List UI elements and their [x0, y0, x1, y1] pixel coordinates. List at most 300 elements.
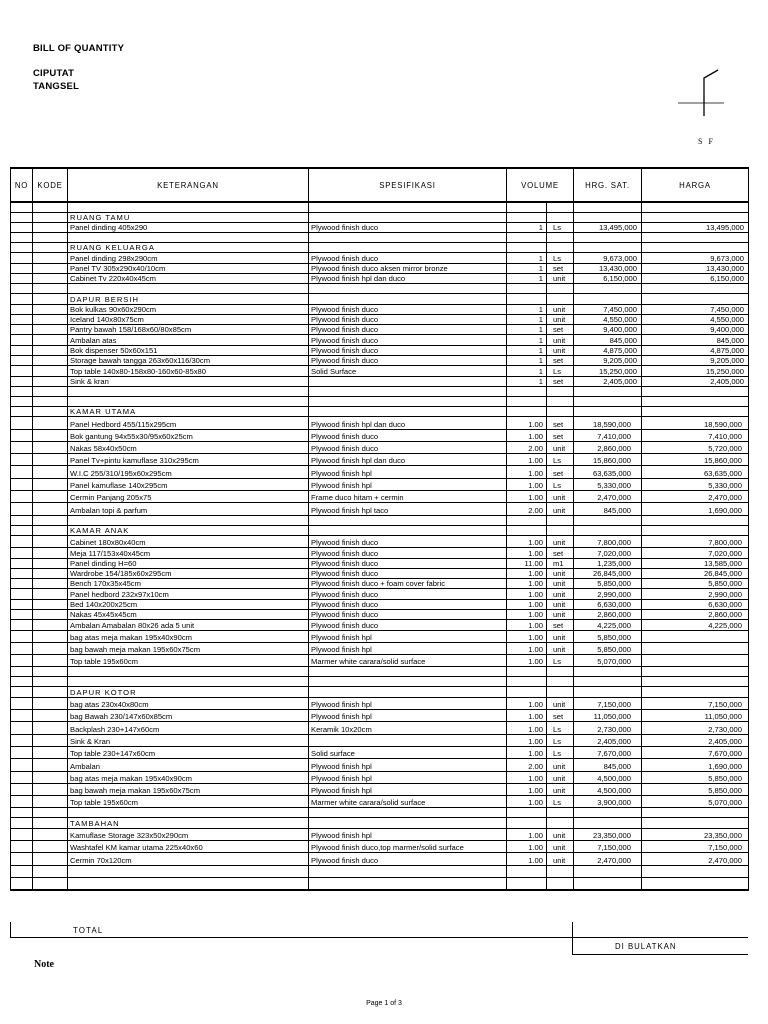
cell-hrg-sat: 845,000 [574, 503, 642, 515]
cell-spesifikasi [309, 734, 507, 746]
cell-keterangan: Wardrobe 154/185x60x295cm [68, 568, 309, 578]
cell-volume: 1.00 [507, 722, 547, 734]
cell-spesifikasi: Marmer white carara/solid surface [309, 796, 507, 808]
cell-volume [507, 406, 547, 416]
cell-hrg-sat: 5,850,000 [574, 642, 642, 654]
cell-unit [547, 667, 574, 677]
cell-harga [642, 677, 749, 687]
cell-hrg-sat: 1,235,000 [574, 558, 642, 568]
cell-spesifikasi [309, 376, 507, 386]
cell-hrg-sat: 11,050,000 [574, 710, 642, 722]
cell-unit: set [547, 466, 574, 478]
col-header-volume: VOLUME [507, 168, 574, 202]
cell-no [11, 304, 33, 314]
cell-unit: set [547, 548, 574, 558]
cell-unit: unit [547, 599, 574, 609]
cell-hrg-sat: 2,990,000 [574, 589, 642, 599]
cell-unit: unit [547, 828, 574, 840]
cell-hrg-sat: 23,350,000 [574, 828, 642, 840]
cell-keterangan: Storage bawah tangga 263x60x116/30cm [68, 356, 309, 366]
cell-spesifikasi: Plywood finish hpl dan duco [309, 454, 507, 466]
cell-volume: 1.00 [507, 620, 547, 630]
cell-kode [33, 515, 68, 525]
cell-kode [33, 642, 68, 654]
cell-unit: unit [547, 503, 574, 515]
cell-volume: 1.00 [507, 734, 547, 746]
cell-no [11, 325, 33, 335]
section-header-row [11, 243, 749, 253]
cell-kode [33, 202, 68, 212]
cell-unit: unit [547, 335, 574, 345]
cell-no [11, 710, 33, 722]
cell-kode [33, 579, 68, 589]
cell-harga [642, 386, 749, 396]
cell-keterangan: bag Bawah 230/147x60x85cm [68, 710, 309, 722]
cell-hrg-sat: 2,405,000 [574, 734, 642, 746]
cell-volume [507, 284, 547, 294]
cell-no [11, 273, 33, 283]
cell-keterangan: Panel Hedbord 455/115x295cm [68, 417, 309, 429]
cell-hrg-sat: 5,070,000 [574, 655, 642, 667]
cell-volume [507, 818, 547, 828]
cell-harga: 2,470,000 [642, 491, 749, 503]
cell-kode [33, 610, 68, 620]
table-row [11, 568, 749, 578]
cell-volume [507, 386, 547, 396]
cell-unit [547, 284, 574, 294]
section-header-row [11, 525, 749, 535]
cell-volume [507, 294, 547, 304]
cell-unit: set [547, 417, 574, 429]
cell-keterangan: Panel dinding 405x290 [68, 222, 309, 232]
cell-kode [33, 687, 68, 697]
cell-unit: Ls [547, 366, 574, 376]
cell-kode [33, 314, 68, 324]
cell-no [11, 818, 33, 828]
cell-keterangan [68, 386, 309, 396]
cell-hrg-sat [574, 386, 642, 396]
cell-hrg-sat: 7,020,000 [574, 548, 642, 558]
cell-keterangan: Nakas 58x40x50cm [68, 441, 309, 453]
cell-no [11, 599, 33, 609]
table-row [11, 655, 749, 667]
cell-spesifikasi: Plywood finish duco [309, 568, 507, 578]
table-row [11, 548, 749, 558]
section-title: KAMAR ANAK [68, 525, 309, 535]
cell-harga [642, 642, 749, 654]
cell-hrg-sat: 9,673,000 [574, 253, 642, 263]
cell-volume: 1.00 [507, 630, 547, 642]
cell-harga: 7,410,000 [642, 429, 749, 441]
cell-harga: 2,730,000 [642, 722, 749, 734]
cell-spesifikasi [309, 212, 507, 222]
cell-no [11, 417, 33, 429]
cell-volume: 1 [507, 273, 547, 283]
cell-hrg-sat: 2,470,000 [574, 491, 642, 503]
cell-keterangan [68, 202, 309, 212]
cell-no [11, 841, 33, 853]
table-row [11, 841, 749, 853]
cell-no [11, 284, 33, 294]
cell-keterangan [68, 667, 309, 677]
cell-kode [33, 356, 68, 366]
cell-volume: 1.00 [507, 568, 547, 578]
table-row [11, 314, 749, 324]
cell-unit: set [547, 263, 574, 273]
cell-no [11, 828, 33, 840]
cell-hrg-sat: 6,630,000 [574, 599, 642, 609]
section-header-row [11, 294, 749, 304]
cell-volume: 1 [507, 345, 547, 355]
cell-kode [33, 865, 68, 877]
cell-keterangan: Ambalan atas [68, 335, 309, 345]
cell-spesifikasi [309, 515, 507, 525]
cell-volume: 1.00 [507, 454, 547, 466]
cell-unit: unit [547, 610, 574, 620]
cell-hrg-sat [574, 202, 642, 212]
cell-spesifikasi: Plywood finish duco [309, 599, 507, 609]
cell-unit: unit [547, 273, 574, 283]
col-header-kode: KODE [33, 168, 68, 202]
blank-row [11, 284, 749, 294]
cell-harga [642, 396, 749, 406]
cell-unit: unit [547, 841, 574, 853]
table-row [11, 722, 749, 734]
cell-unit [547, 525, 574, 535]
cell-keterangan [68, 233, 309, 243]
cell-keterangan: Top table 195x60cm [68, 796, 309, 808]
cell-spesifikasi: Plywood finish hpl [309, 630, 507, 642]
cell-volume: 2.00 [507, 441, 547, 453]
cell-harga: 7,150,000 [642, 841, 749, 853]
cell-kode [33, 630, 68, 642]
table-row [11, 304, 749, 314]
cell-volume: 1.00 [507, 783, 547, 795]
cell-kode [33, 325, 68, 335]
cell-harga: 2,405,000 [642, 734, 749, 746]
cell-hrg-sat [574, 667, 642, 677]
cell-spesifikasi: Plywood finish duco [309, 345, 507, 355]
cell-kode [33, 828, 68, 840]
cell-hrg-sat [574, 212, 642, 222]
cell-unit [547, 877, 574, 889]
cell-spesifikasi [309, 818, 507, 828]
cell-kode [33, 548, 68, 558]
cell-spesifikasi [309, 406, 507, 416]
cell-harga: 2,405,000 [642, 376, 749, 386]
cell-keterangan: Sink & Kran [68, 734, 309, 746]
cell-hrg-sat: 2,470,000 [574, 853, 642, 865]
table-row [11, 642, 749, 654]
cell-harga: 7,670,000 [642, 746, 749, 758]
cell-hrg-sat [574, 515, 642, 525]
cell-harga: 1,690,000 [642, 759, 749, 771]
cell-spesifikasi: Plywood finish duco [309, 314, 507, 324]
cell-kode [33, 335, 68, 345]
cell-hrg-sat: 2,730,000 [574, 722, 642, 734]
cell-kode [33, 263, 68, 273]
cell-keterangan: Top table 230+147x60cm [68, 746, 309, 758]
cell-no [11, 454, 33, 466]
cell-no [11, 558, 33, 568]
cell-spesifikasi: Plywood finish duco [309, 610, 507, 620]
table-row [11, 734, 749, 746]
cell-hrg-sat: 26,845,000 [574, 568, 642, 578]
cell-harga: 9,205,000 [642, 356, 749, 366]
cell-volume: 1.00 [507, 771, 547, 783]
cell-keterangan: Kamuflase Storage 323x50x290cm [68, 828, 309, 840]
cell-no [11, 642, 33, 654]
table-row [11, 478, 749, 490]
cell-keterangan [68, 877, 309, 889]
cell-spesifikasi [309, 667, 507, 677]
cell-hrg-sat [574, 808, 642, 818]
cell-harga: 5,070,000 [642, 796, 749, 808]
cell-kode [33, 222, 68, 232]
cell-no [11, 548, 33, 558]
cell-hrg-sat: 18,590,000 [574, 417, 642, 429]
table-row [11, 466, 749, 478]
cell-kode [33, 697, 68, 709]
cell-harga: 15,250,000 [642, 366, 749, 376]
cell-no [11, 253, 33, 263]
col-header-harga: HARGA [642, 168, 749, 202]
cell-harga: 845,000 [642, 335, 749, 345]
blank-row [11, 386, 749, 396]
cell-no [11, 263, 33, 273]
cell-no [11, 356, 33, 366]
cell-spesifikasi: Plywood finish duco [309, 335, 507, 345]
cell-spesifikasi: Marmer white carara/solid surface [309, 655, 507, 667]
table-row [11, 273, 749, 283]
cell-unit: unit [547, 441, 574, 453]
cell-keterangan: bag bawah meja makan 195x60x75cm [68, 642, 309, 654]
cell-keterangan: Ambalan topi & parfum [68, 503, 309, 515]
cell-harga [642, 687, 749, 697]
cell-unit: unit [547, 589, 574, 599]
cell-keterangan: Meja 117/153x40x45cm [68, 548, 309, 558]
table-row [11, 599, 749, 609]
cell-kode [33, 386, 68, 396]
cell-hrg-sat: 845,000 [574, 335, 642, 345]
cell-spesifikasi [309, 243, 507, 253]
cell-hrg-sat: 7,150,000 [574, 841, 642, 853]
cell-volume [507, 687, 547, 697]
cell-spesifikasi: Plywood finish hpl [309, 478, 507, 490]
cell-spesifikasi: Plywood finish duco [309, 535, 507, 547]
table-header-row [11, 168, 749, 202]
cell-harga: 5,330,000 [642, 478, 749, 490]
cell-hrg-sat [574, 677, 642, 687]
cell-spesifikasi [309, 687, 507, 697]
cell-keterangan: Backplash 230+147x60cm [68, 722, 309, 734]
cell-hrg-sat: 6,150,000 [574, 273, 642, 283]
cell-spesifikasi: Solid surface [309, 746, 507, 758]
cell-no [11, 202, 33, 212]
cell-keterangan: bag atas meja makan 195x40x90cm [68, 630, 309, 642]
note-label: Note [34, 959, 54, 970]
cell-keterangan: Sink & kran [68, 376, 309, 386]
cell-unit: Ls [547, 253, 574, 263]
cell-kode [33, 284, 68, 294]
cell-no [11, 853, 33, 865]
cell-keterangan: Panel kamuflase 140x295cm [68, 478, 309, 490]
cell-hrg-sat: 13,495,000 [574, 222, 642, 232]
cell-kode [33, 503, 68, 515]
cell-keterangan [68, 865, 309, 877]
cell-kode [33, 233, 68, 243]
cell-unit: set [547, 376, 574, 386]
cell-unit: unit [547, 535, 574, 547]
cell-harga: 63,635,000 [642, 466, 749, 478]
cell-kode [33, 345, 68, 355]
cell-harga: 6,630,000 [642, 599, 749, 609]
table-row [11, 877, 749, 889]
cell-volume: 1 [507, 253, 547, 263]
cell-kode [33, 568, 68, 578]
cell-volume [507, 525, 547, 535]
section-header-row [11, 818, 749, 828]
section-title: RUANG TAMU [68, 212, 309, 222]
cell-spesifikasi: Plywood finish duco [309, 222, 507, 232]
cell-hrg-sat: 5,850,000 [574, 579, 642, 589]
cell-hrg-sat: 7,150,000 [574, 697, 642, 709]
cell-keterangan: Cabinet 180x80x40cm [68, 535, 309, 547]
cell-keterangan: Cermin 70x120cm [68, 853, 309, 865]
col-header-spesifikasi: SPESIFIKASI [309, 168, 507, 202]
cell-no [11, 796, 33, 808]
cell-unit: unit [547, 630, 574, 642]
cell-volume: 1.00 [507, 610, 547, 620]
cell-no [11, 345, 33, 355]
rounded-total-box [572, 938, 748, 955]
cell-volume: 1.00 [507, 599, 547, 609]
location-line-1: CIPUTAT [33, 68, 75, 79]
blank-row [11, 667, 749, 677]
company-logo-icon [676, 68, 726, 118]
cell-hrg-sat [574, 865, 642, 877]
cell-spesifikasi: Plywood finish duco [309, 558, 507, 568]
cell-harga: 1,690,000 [642, 503, 749, 515]
cell-harga: 7,800,000 [642, 535, 749, 547]
page-number: Page 1 of 3 [366, 1000, 402, 1007]
cell-keterangan: Panel dinding H=60 [68, 558, 309, 568]
cell-unit: unit [547, 579, 574, 589]
table-row [11, 697, 749, 709]
cell-keterangan: Bok gantung 94x55x30/95x60x25cm [68, 429, 309, 441]
rounded-total-label: DI BULATKAN [615, 942, 677, 951]
cell-no [11, 620, 33, 630]
cell-hrg-sat: 2,405,000 [574, 376, 642, 386]
cell-hrg-sat: 9,205,000 [574, 356, 642, 366]
cell-no [11, 734, 33, 746]
cell-unit: unit [547, 783, 574, 795]
cell-harga [642, 212, 749, 222]
cell-no [11, 386, 33, 396]
cell-unit: set [547, 325, 574, 335]
cell-hrg-sat [574, 687, 642, 697]
cell-spesifikasi: Plywood finish hpl taco [309, 503, 507, 515]
cell-harga: 6,150,000 [642, 273, 749, 283]
blank-row [11, 396, 749, 406]
cell-volume: 1.00 [507, 417, 547, 429]
cell-unit [547, 243, 574, 253]
cell-keterangan [68, 284, 309, 294]
cell-keterangan [68, 808, 309, 818]
cell-spesifikasi: Plywood finish duco [309, 253, 507, 263]
cell-volume [507, 243, 547, 253]
cell-volume [507, 808, 547, 818]
cell-volume: 1.00 [507, 548, 547, 558]
cell-harga: 26,845,000 [642, 568, 749, 578]
cell-hrg-sat [574, 284, 642, 294]
cell-spesifikasi: Solid Surface [309, 366, 507, 376]
cell-spesifikasi: Plywood finish hpl dan duco [309, 417, 507, 429]
cell-hrg-sat: 4,550,000 [574, 314, 642, 324]
cell-no [11, 579, 33, 589]
logo-text: S F [698, 137, 715, 146]
cell-unit [547, 818, 574, 828]
cell-unit [547, 808, 574, 818]
cell-kode [33, 304, 68, 314]
cell-kode [33, 655, 68, 667]
section-header-row [11, 212, 749, 222]
cell-harga: 5,850,000 [642, 783, 749, 795]
cell-spesifikasi: Plywood finish hpl [309, 466, 507, 478]
cell-spesifikasi: Plywood finish hpl dan duco [309, 273, 507, 283]
table-row [11, 325, 749, 335]
cell-keterangan: Cabinet Tv 220x40x45cm [68, 273, 309, 283]
cell-harga: 4,225,000 [642, 620, 749, 630]
cell-hrg-sat: 5,330,000 [574, 478, 642, 490]
cell-harga: 7,150,000 [642, 697, 749, 709]
cell-spesifikasi: Plywood finish duco [309, 325, 507, 335]
table-row [11, 853, 749, 865]
cell-harga [642, 655, 749, 667]
cell-unit [547, 386, 574, 396]
table-row [11, 491, 749, 503]
cell-keterangan: Panel Tv+pintu kamuflase 310x295cm [68, 454, 309, 466]
cell-kode [33, 212, 68, 222]
table-row [11, 796, 749, 808]
table-row [11, 503, 749, 515]
cell-spesifikasi: Plywood finish hpl [309, 642, 507, 654]
cell-unit: unit [547, 491, 574, 503]
table-row [11, 454, 749, 466]
section-title: RUANG KELUARGA [68, 243, 309, 253]
cell-volume: 1.00 [507, 697, 547, 709]
cell-unit: Ls [547, 796, 574, 808]
document-title: BILL OF QUANTITY [33, 43, 125, 54]
cell-spesifikasi: Plywood finish hpl [309, 710, 507, 722]
table-row [11, 417, 749, 429]
cell-harga [642, 877, 749, 889]
cell-harga: 23,350,000 [642, 828, 749, 840]
cell-volume: 1.00 [507, 429, 547, 441]
cell-hrg-sat: 5,850,000 [574, 630, 642, 642]
table-row [11, 345, 749, 355]
cell-spesifikasi: Plywood finish duco [309, 620, 507, 630]
total-label: TOTAL [73, 926, 104, 935]
section-title: DAPUR BERSIH [68, 294, 309, 304]
cell-kode [33, 808, 68, 818]
cell-unit: Ls [547, 734, 574, 746]
table-row [11, 535, 749, 547]
cell-kode [33, 589, 68, 599]
table-row [11, 558, 749, 568]
cell-no [11, 515, 33, 525]
cell-unit [547, 865, 574, 877]
